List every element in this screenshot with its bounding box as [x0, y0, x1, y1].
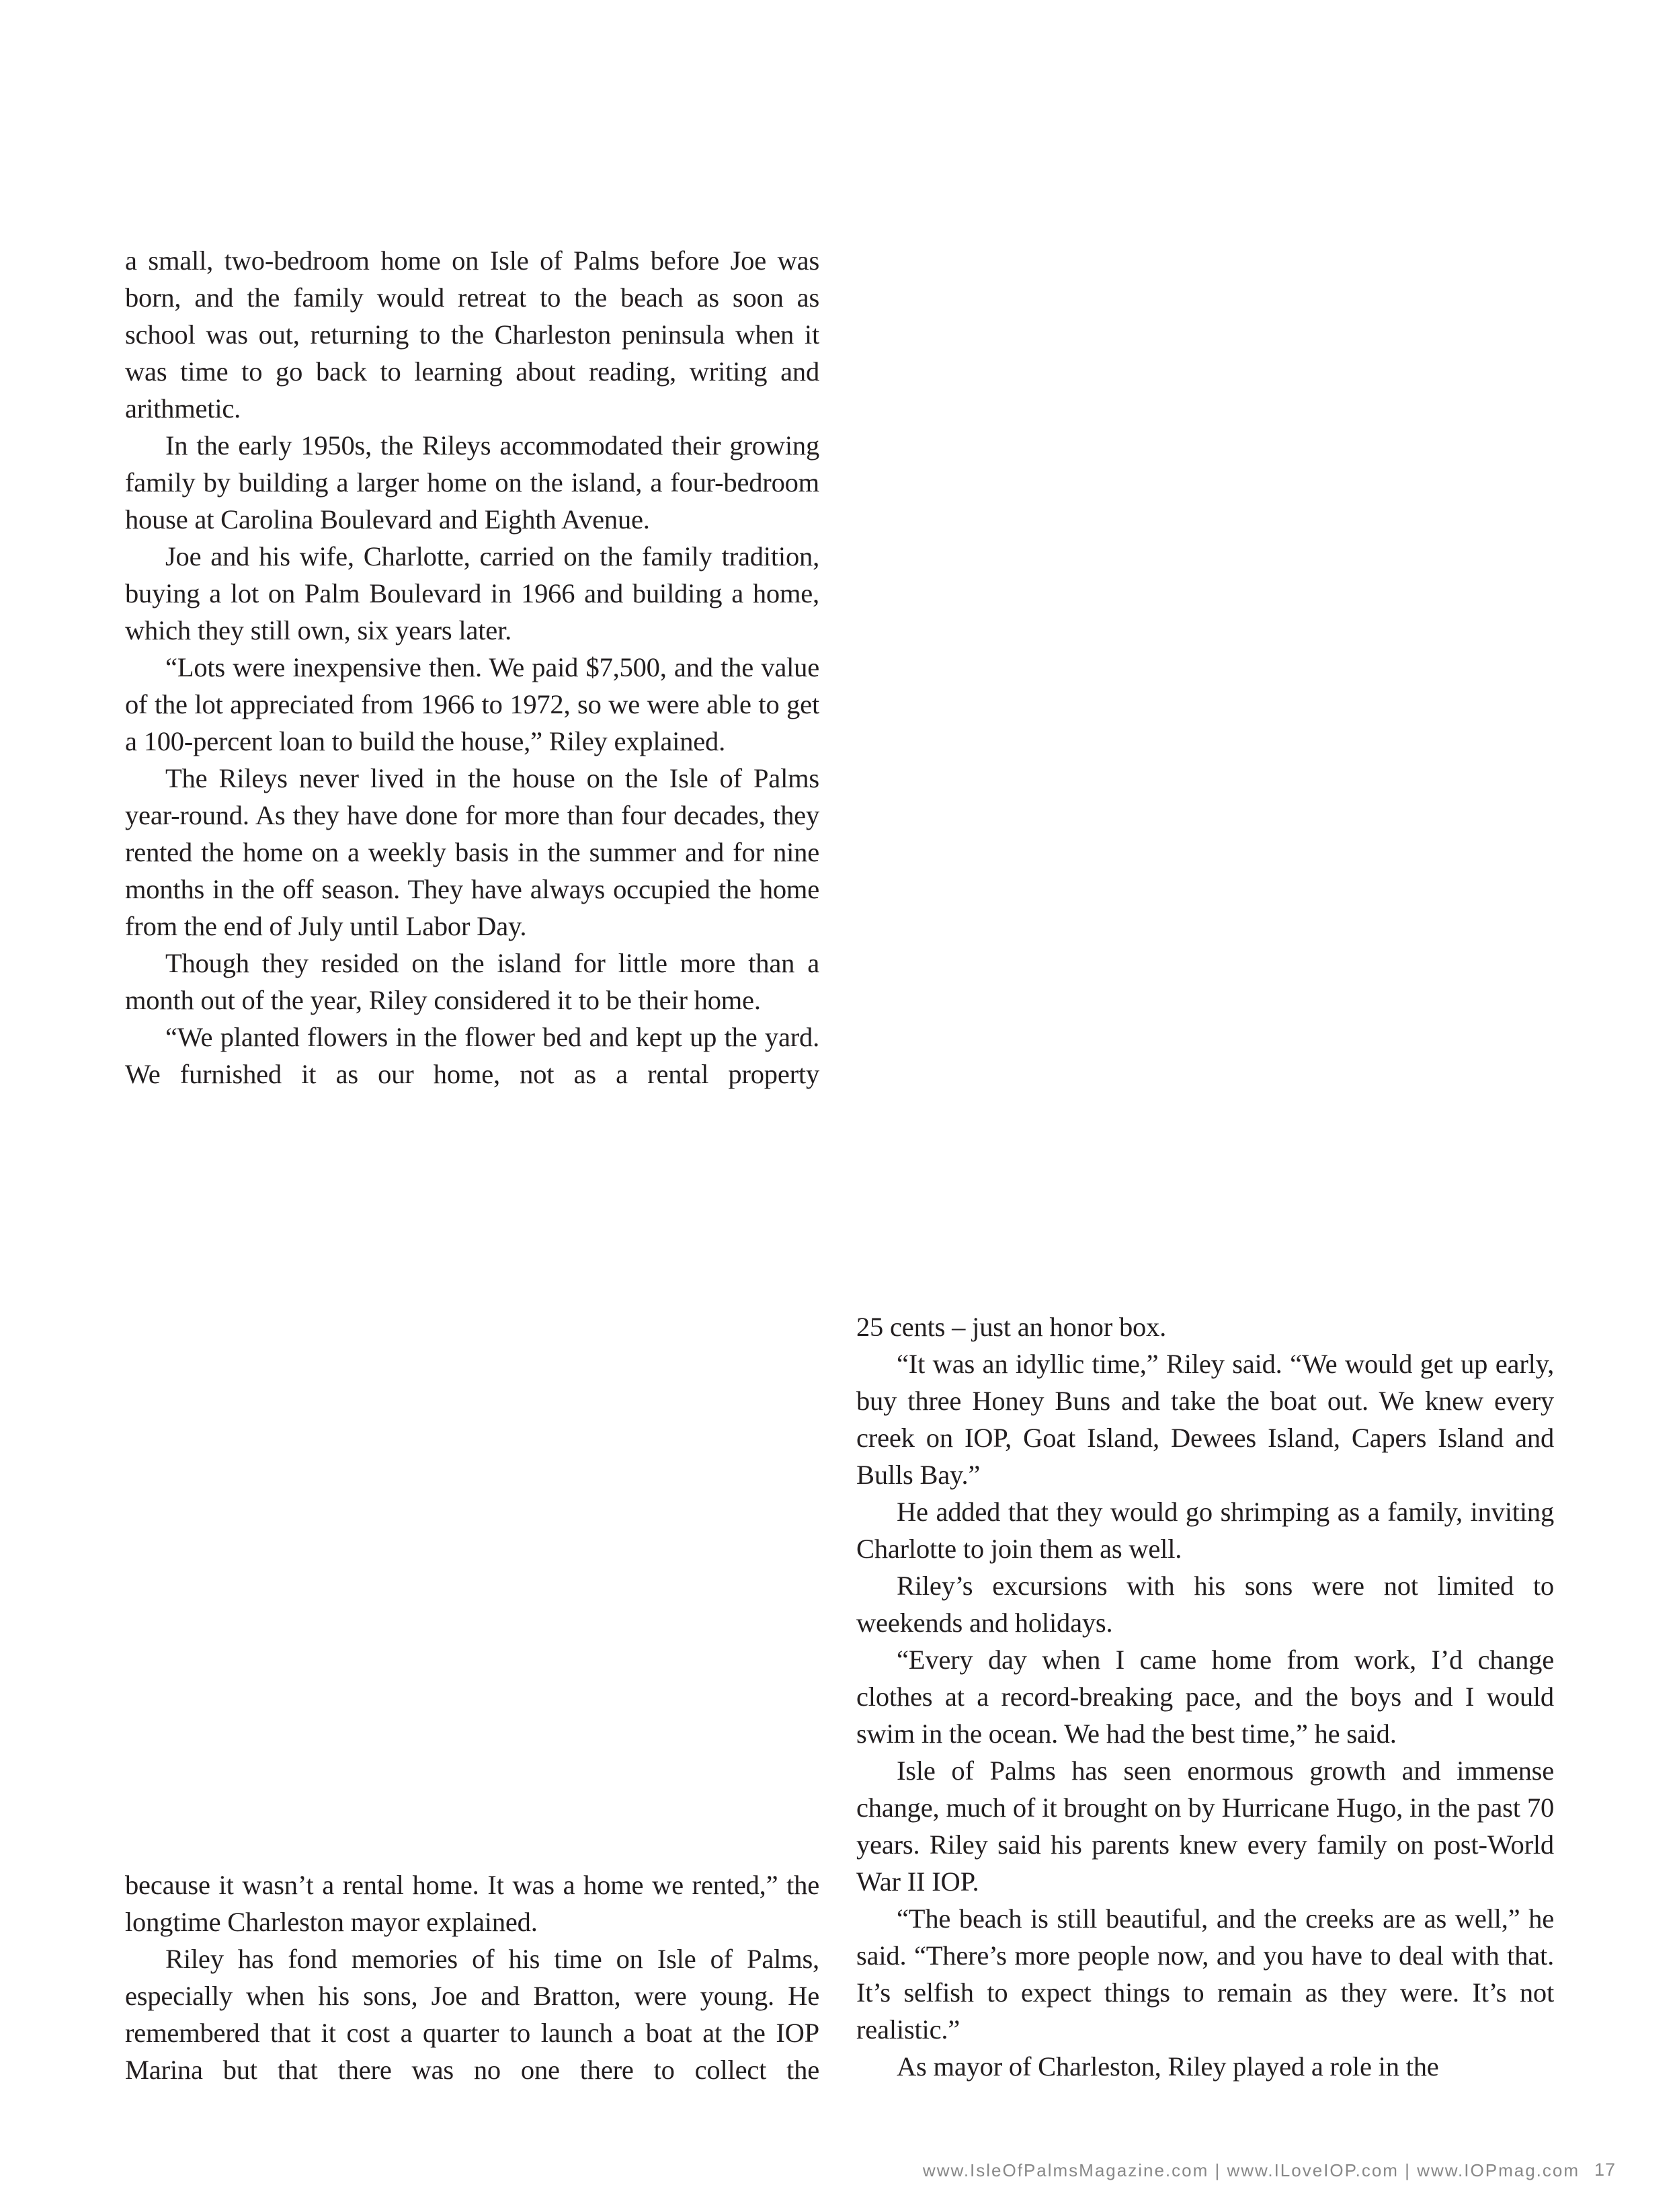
paragraph: 25 cents – just an honor box.	[856, 1312, 1167, 1342]
paragraph: Riley’s excursions with his sons were not limited to weekends and holidays.	[856, 1571, 1554, 1638]
paragraph: The Rileys never lived in the house on the Isle of Palms year-round. As they have done for more than four decades, they rented the home on a weekly basis in the summer and for nine months in the off season. They have always occupied the home from the end of July until Labor Day.	[125, 763, 819, 941]
article-column-top-left	[125, 242, 819, 1093]
paragraph: “It was an idyllic time,” Riley said. “We would get up early, buy three Honey Buns and take the boat out. We knew every creek on IOP, Goat Island, Dewees Island, Capers Island and Bulls Bay.”	[856, 1349, 1554, 1490]
article-column-right	[856, 1308, 1554, 2085]
paragraph: “Lots were inexpensive then. We paid $7,500, and the value of the lot appreciated from 1966 to 1972, so we were able to get a 100-percent loan to build the house,” Riley explained.	[125, 652, 819, 756]
paragraph: As mayor of Charleston, Riley played a role in the	[897, 2051, 1439, 2082]
article-column-bottom-left	[125, 1866, 819, 2088]
paragraph: because it wasn’t a rental home. It was a home we rented,” the longtime Charleston mayor explained.	[125, 1870, 819, 1937]
paragraph: “The beach is still beautiful, and the creeks are as well,” he said. “There’s more people now, and you have to deal with that. It’s selfish to expect things to remain as they were. It’s not realistic.”	[856, 1903, 1554, 2045]
paragraph: “We planted flowers in the flower bed and kept up the yard. We furnished it as our home, not as a rental property	[125, 1022, 819, 1089]
paragraph: Joe and his wife, Charlotte, carried on the family tradition, buying a lot on Palm Boulevard in 1966 and building a home, which they still own, six years later.	[125, 541, 819, 645]
paragraph: a small, two-bedroom home on Isle of Palms before Joe was born, and the family would retreat to the beach as soon as school was out, returning to the Charleston peninsula when it was time to go back to learning about reading, writing and arithmetic.	[125, 245, 819, 424]
paragraph: “Every day when I came home from work, I’d change clothes at a record-breaking pace, and the boys and I would swim in the ocean. We had the best time,” he said.	[856, 1645, 1554, 1749]
paragraph: In the early 1950s, the Rileys accommodated their growing family by building a larger home on the island, a four-bedroom house at Carolina Boulevard and Eighth Avenue.	[125, 430, 819, 535]
paragraph: Though they resided on the island for little more than a month out of the year, Riley considered it to be their home.	[125, 948, 819, 1015]
footer-urls: www.IsleOfPalmsMagazine.com | www.ILoveIOP.com | www.IOPmag.com	[922, 2160, 1580, 2180]
paragraph: Riley has fond memories of his time on Isle of Palms, especially when his sons, Joe and Bratton, were young. He remembered that it cost a quarter to launch a boat at the IOP Marina but that there was no one there to collect the	[125, 1944, 819, 2085]
page-number: 17	[1594, 2160, 1617, 2180]
paragraph: He added that they would go shrimping as a family, inviting Charlotte to join them as well.	[856, 1497, 1554, 1564]
paragraph: Isle of Palms has seen enormous growth and immense change, much of it brought on by Hurricane Hugo, in the past 70 years. Riley said his parents knew every family on post-World War II IOP.	[856, 1755, 1554, 1897]
